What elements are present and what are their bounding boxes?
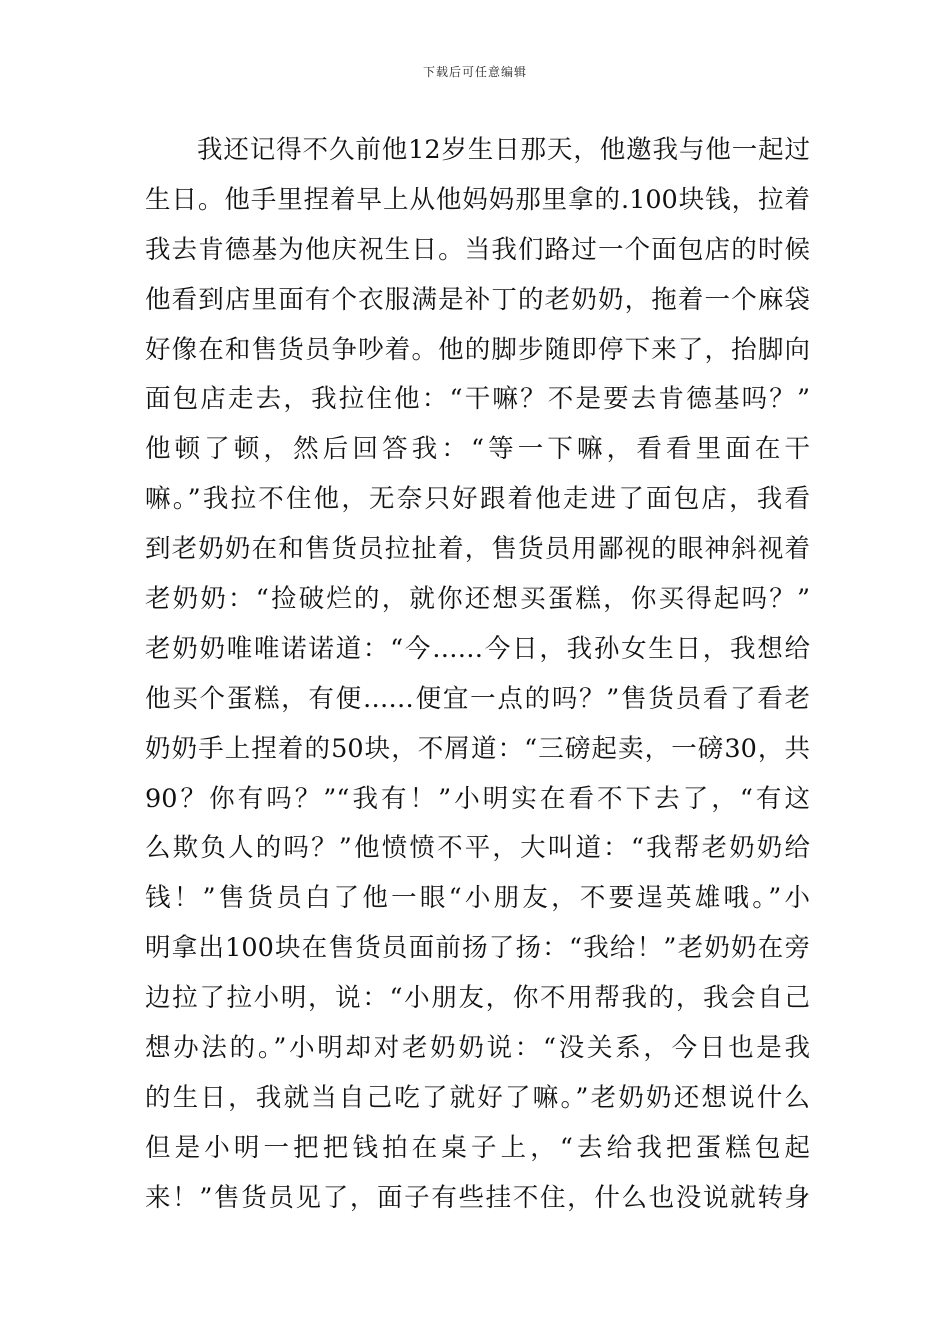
text-line: 我还记得不久前他12岁生日那天，他邀我与他一起过 (197, 135, 810, 165)
text-line: 生日。他手里捏着早上从他妈妈那里拿的.100块钱，拉着 (145, 184, 810, 215)
text-line: 来！”售货员见了，面子有些挂不住，什么也没说就转身 (145, 1182, 810, 1213)
text-line: 他顿了顿，然后回答我：“等一下嘛，看看里面在干 (145, 434, 810, 465)
text-line: 好像在和售货员争吵着。他的脚步随即停下来了，抬脚向 (145, 334, 810, 365)
body-paragraph (145, 126, 810, 1224)
text-line: 但是小明一把把钱拍在桌子上，“去给我把蛋糕包起 (145, 1132, 810, 1163)
text-line: 么欺负人的吗？”他愤愤不平，大叫道：“我帮老奶奶给 (145, 833, 810, 864)
text-line: 他买个蛋糕，有便……便宜一点的吗？”售货员看了看老 (145, 683, 810, 714)
text-line: 我去肯德基为他庆祝生日。当我们路过一个面包店的时候 (145, 234, 810, 265)
text-line: 钱！”售货员白了他一眼“小朋友，不要逞英雄哦。”小 (145, 883, 810, 914)
text-line: 嘛。”我拉不住他，无奈只好跟着他走进了面包店，我看 (145, 484, 810, 515)
text-line: 边拉了拉小明，说：“小朋友，你不用帮我的，我会自己 (145, 983, 810, 1014)
text-line: 想办法的。”小明却对老奶奶说：“没关系，今日也是我 (145, 1033, 810, 1064)
text-line: 90？你有吗？”“我有！”小明实在看不下去了，“有这 (145, 783, 810, 814)
text-line: 他看到店里面有个衣服满是补丁的老奶奶，拖着一个麻袋 (145, 284, 810, 315)
page-header: 下载后可任意编辑 (422, 65, 527, 79)
text-line: 明拿出100块在售货员面前扬了扬：“我给！”老奶奶在旁 (145, 933, 810, 964)
text-line: 面包店走去，我拉住他：“干嘛？不是要去肯德基吗？” (145, 384, 810, 415)
text-line: 老奶奶唯唯诺诺道：“今……今日，我孙女生日，我想给 (145, 633, 810, 664)
text-line: 老奶奶：“捡破烂的，就你还想买蛋糕，你买得起吗？” (145, 584, 810, 615)
text-line: 到老奶奶在和售货员拉扯着，售货员用鄙视的眼神斜视着 (145, 534, 810, 565)
text-line: 奶奶手上捏着的50块，不屑道：“三磅起卖，一磅30，共 (145, 733, 810, 764)
text-line: 的生日，我就当自己吃了就好了嘛。”老奶奶还想说什么 (145, 1082, 810, 1113)
